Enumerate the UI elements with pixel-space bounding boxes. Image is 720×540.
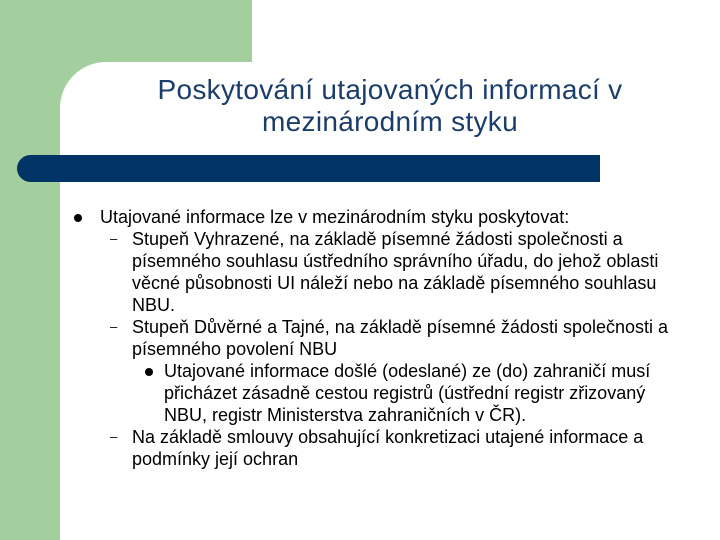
bullet-dot-icon bbox=[74, 214, 82, 222]
title-line-1: Poskytování utajovaných informací v bbox=[157, 74, 623, 105]
bullet-item bbox=[70, 206, 690, 228]
dash-marker: – bbox=[110, 429, 118, 444]
title-line-2: mezinárodním styku bbox=[262, 106, 518, 137]
decor-green-left bbox=[0, 0, 60, 540]
sub-bullet-item bbox=[70, 426, 690, 470]
dash-marker: – bbox=[110, 319, 118, 334]
sub-bullet-text: Stupeň Vyhrazené, na základě písemné žádosti společnosti a písemného souhlasu ústředního správního úřadu, do jehož oblasti věcné působnosti UI náleží nebo na základě písemného souhlasu NBU. bbox=[132, 229, 659, 315]
sub-bullet-text: Stupeň Důvěrné a Tajné, na základě písemné žádosti společnosti a písemného povolení NBU bbox=[132, 317, 669, 359]
bullet-text: Utajované informace lze v mezinárodním styku poskytovat: bbox=[100, 207, 570, 227]
sub-bullet-item bbox=[70, 228, 690, 316]
title-divider-bar bbox=[17, 155, 600, 182]
sub-sub-bullet-item bbox=[70, 360, 690, 426]
sub-bullet-item bbox=[70, 316, 690, 360]
dash-marker: – bbox=[110, 231, 118, 246]
sub-bullet-text: Na základě smlouvy obsahující konkretizaci utajené informace a podmínky její ochran bbox=[132, 427, 644, 469]
bullet-dot-icon bbox=[145, 368, 153, 376]
slide-body bbox=[70, 206, 690, 470]
sub-sub-bullet-text: Utajované informace došlé (odeslané) ze (do) zahraničí musí přicházet zásadně cestou registrů (ústřední registr zřizovaný NBU, registr Ministerstva zahraničních v ČR). bbox=[164, 361, 651, 425]
slide-title bbox=[60, 74, 720, 138]
